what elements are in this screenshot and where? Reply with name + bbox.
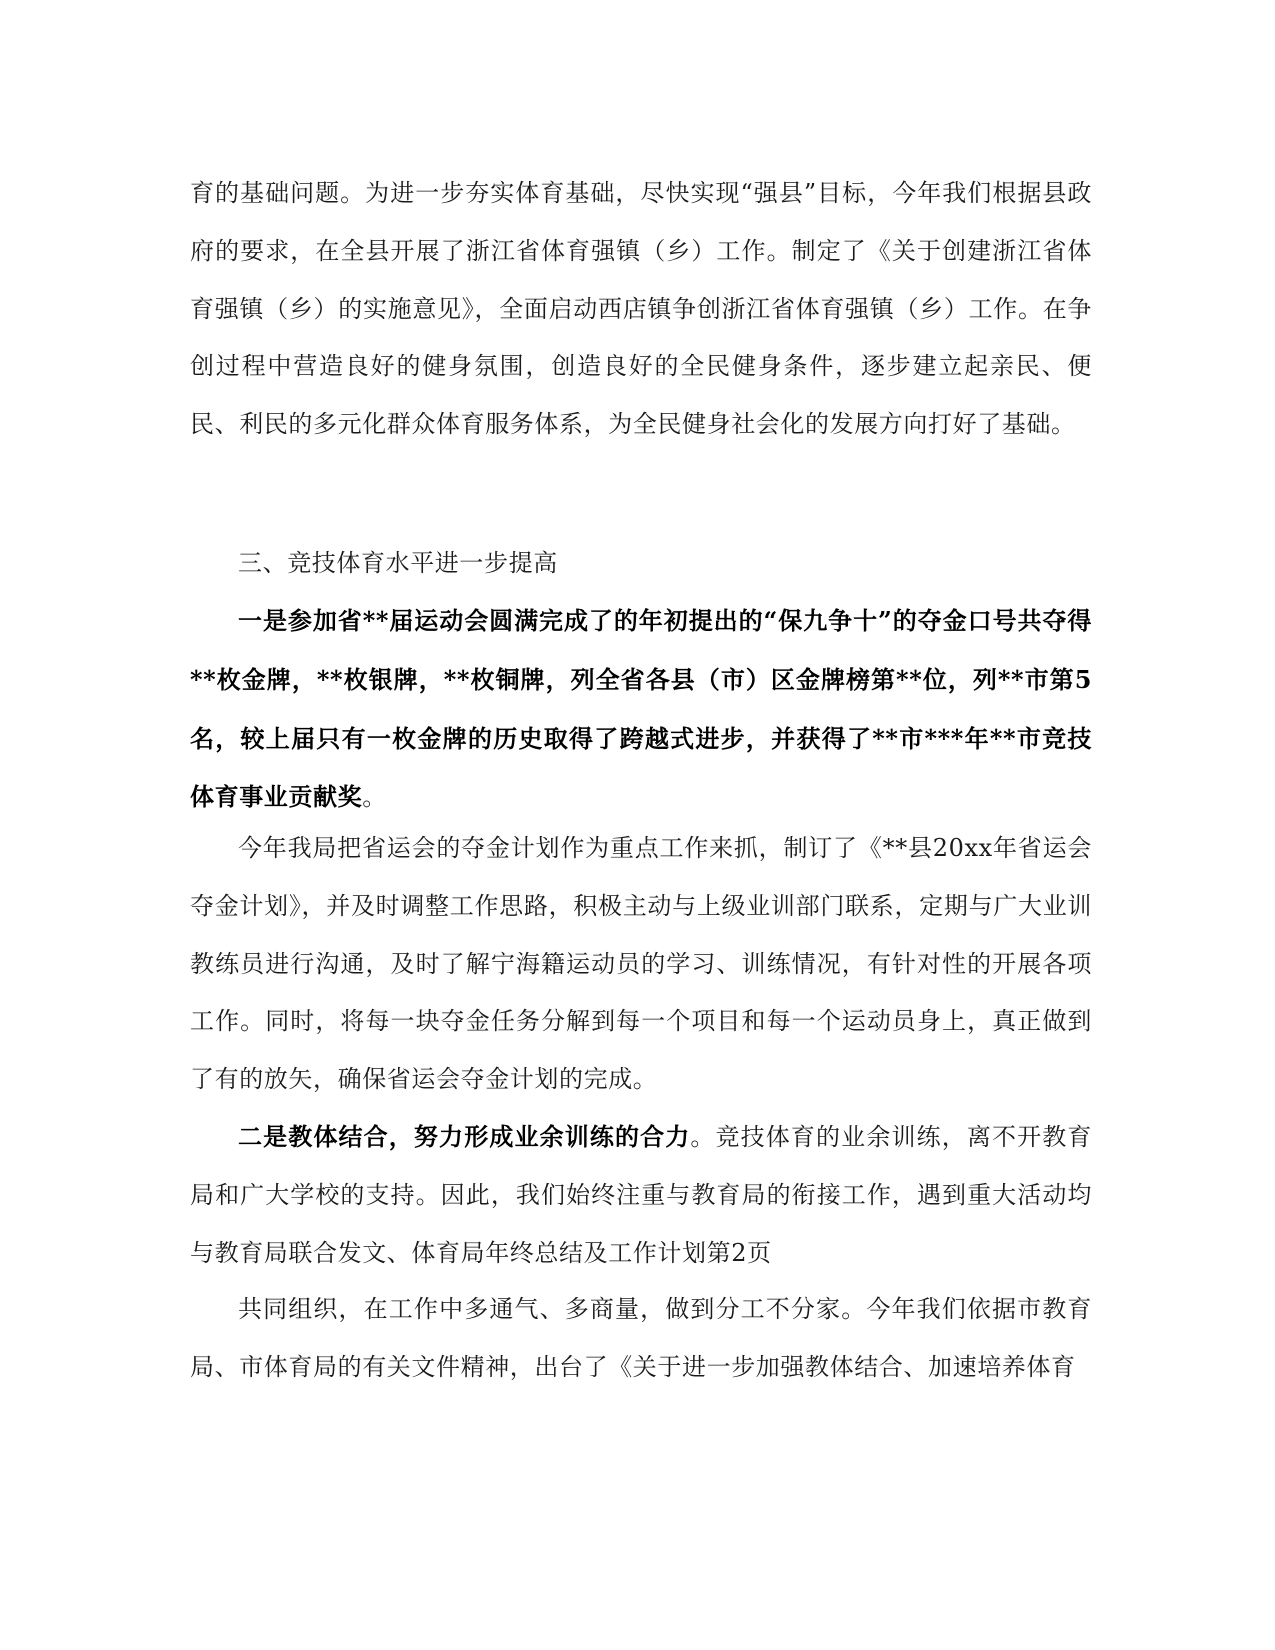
paragraph-joint-organization [190, 1281, 1092, 1397]
section-heading-text: 三、竞技体育水平进一步提高 [238, 549, 558, 577]
paragraph-text: 育的基础问题。为进一步夯实体育基础，尽快实现“强县”目标，今年我们根据县政府的要求，在全县开展了浙江省体育强镇（乡）工作。制定了《关于创建浙江省体育强镇（乡）的实施意见》，全面启动西店镇争创浙江省体育强镇（乡）工作。在争创过程中营造良好的健身氛围，创造良好的全民健身条件，逐步建立起亲民、便民、利民的多元化群众体育服务体系，为全民健身社会化的发展方向打好了基础。 [190, 179, 1092, 439]
paragraph-rest-text: 。竞技体育的业余训练，离不开教育局和广大学校的支持。因此，我们始终注重与教育局的衔接工作，遇到重大活动均与教育局联合发文、体育局年终总结及工作计划第2页 [190, 1123, 1092, 1267]
bold-highlight-text: 一是参加省**届运动会圆满完成了的年初提出的“保九争十”的夺金口号共夺得**枚金牌，**枚银牌，**枚铜牌，列全省各县（市）区金牌榜第**位，列**市第5名，较上届只有一枚金牌的历史取得了跨越式进步，并获得了**市***年**市竞技体育事业贡献奖 [190, 606, 1092, 812]
paragraph-text: 今年我局把省运会的夺金计划作为重点工作来抓，制订了《**县20xx年省运会夺金计划》，并及时调整工作思路，积极主动与上级业训部门联系，定期与广大业训教练员进行沟通，及时了解宁海籍运动员的学习、训练情况，有针对性的开展各项工作。同时，将每一块夺金任务分解到每一个项目和每一个运动员身上，真正做到了有的放矢，确保省运会夺金计划的完成。 [190, 834, 1092, 1094]
paragraph-provincial-games [190, 592, 1092, 827]
paragraph-text [190, 1108, 1092, 1282]
paragraph-end-punct: 。 [362, 783, 387, 812]
paragraph-text: 共同组织，在工作中多通气、多商量，做到分工不分家。今年我们依据市教育局、市体育局的有关文件精神，出台了《关于进一步加强教体结合、加速培养体育 [190, 1295, 1092, 1381]
paragraph-text [190, 592, 1092, 827]
bold-lead-text: 二是教体结合，努力形成业余训练的合力 [238, 1122, 691, 1151]
paragraph-gold-plan [190, 820, 1092, 1109]
paragraph-education-sports [190, 1108, 1092, 1282]
section-heading-competitive-sports [190, 535, 1092, 593]
paragraph-sports-foundation [190, 165, 1092, 454]
